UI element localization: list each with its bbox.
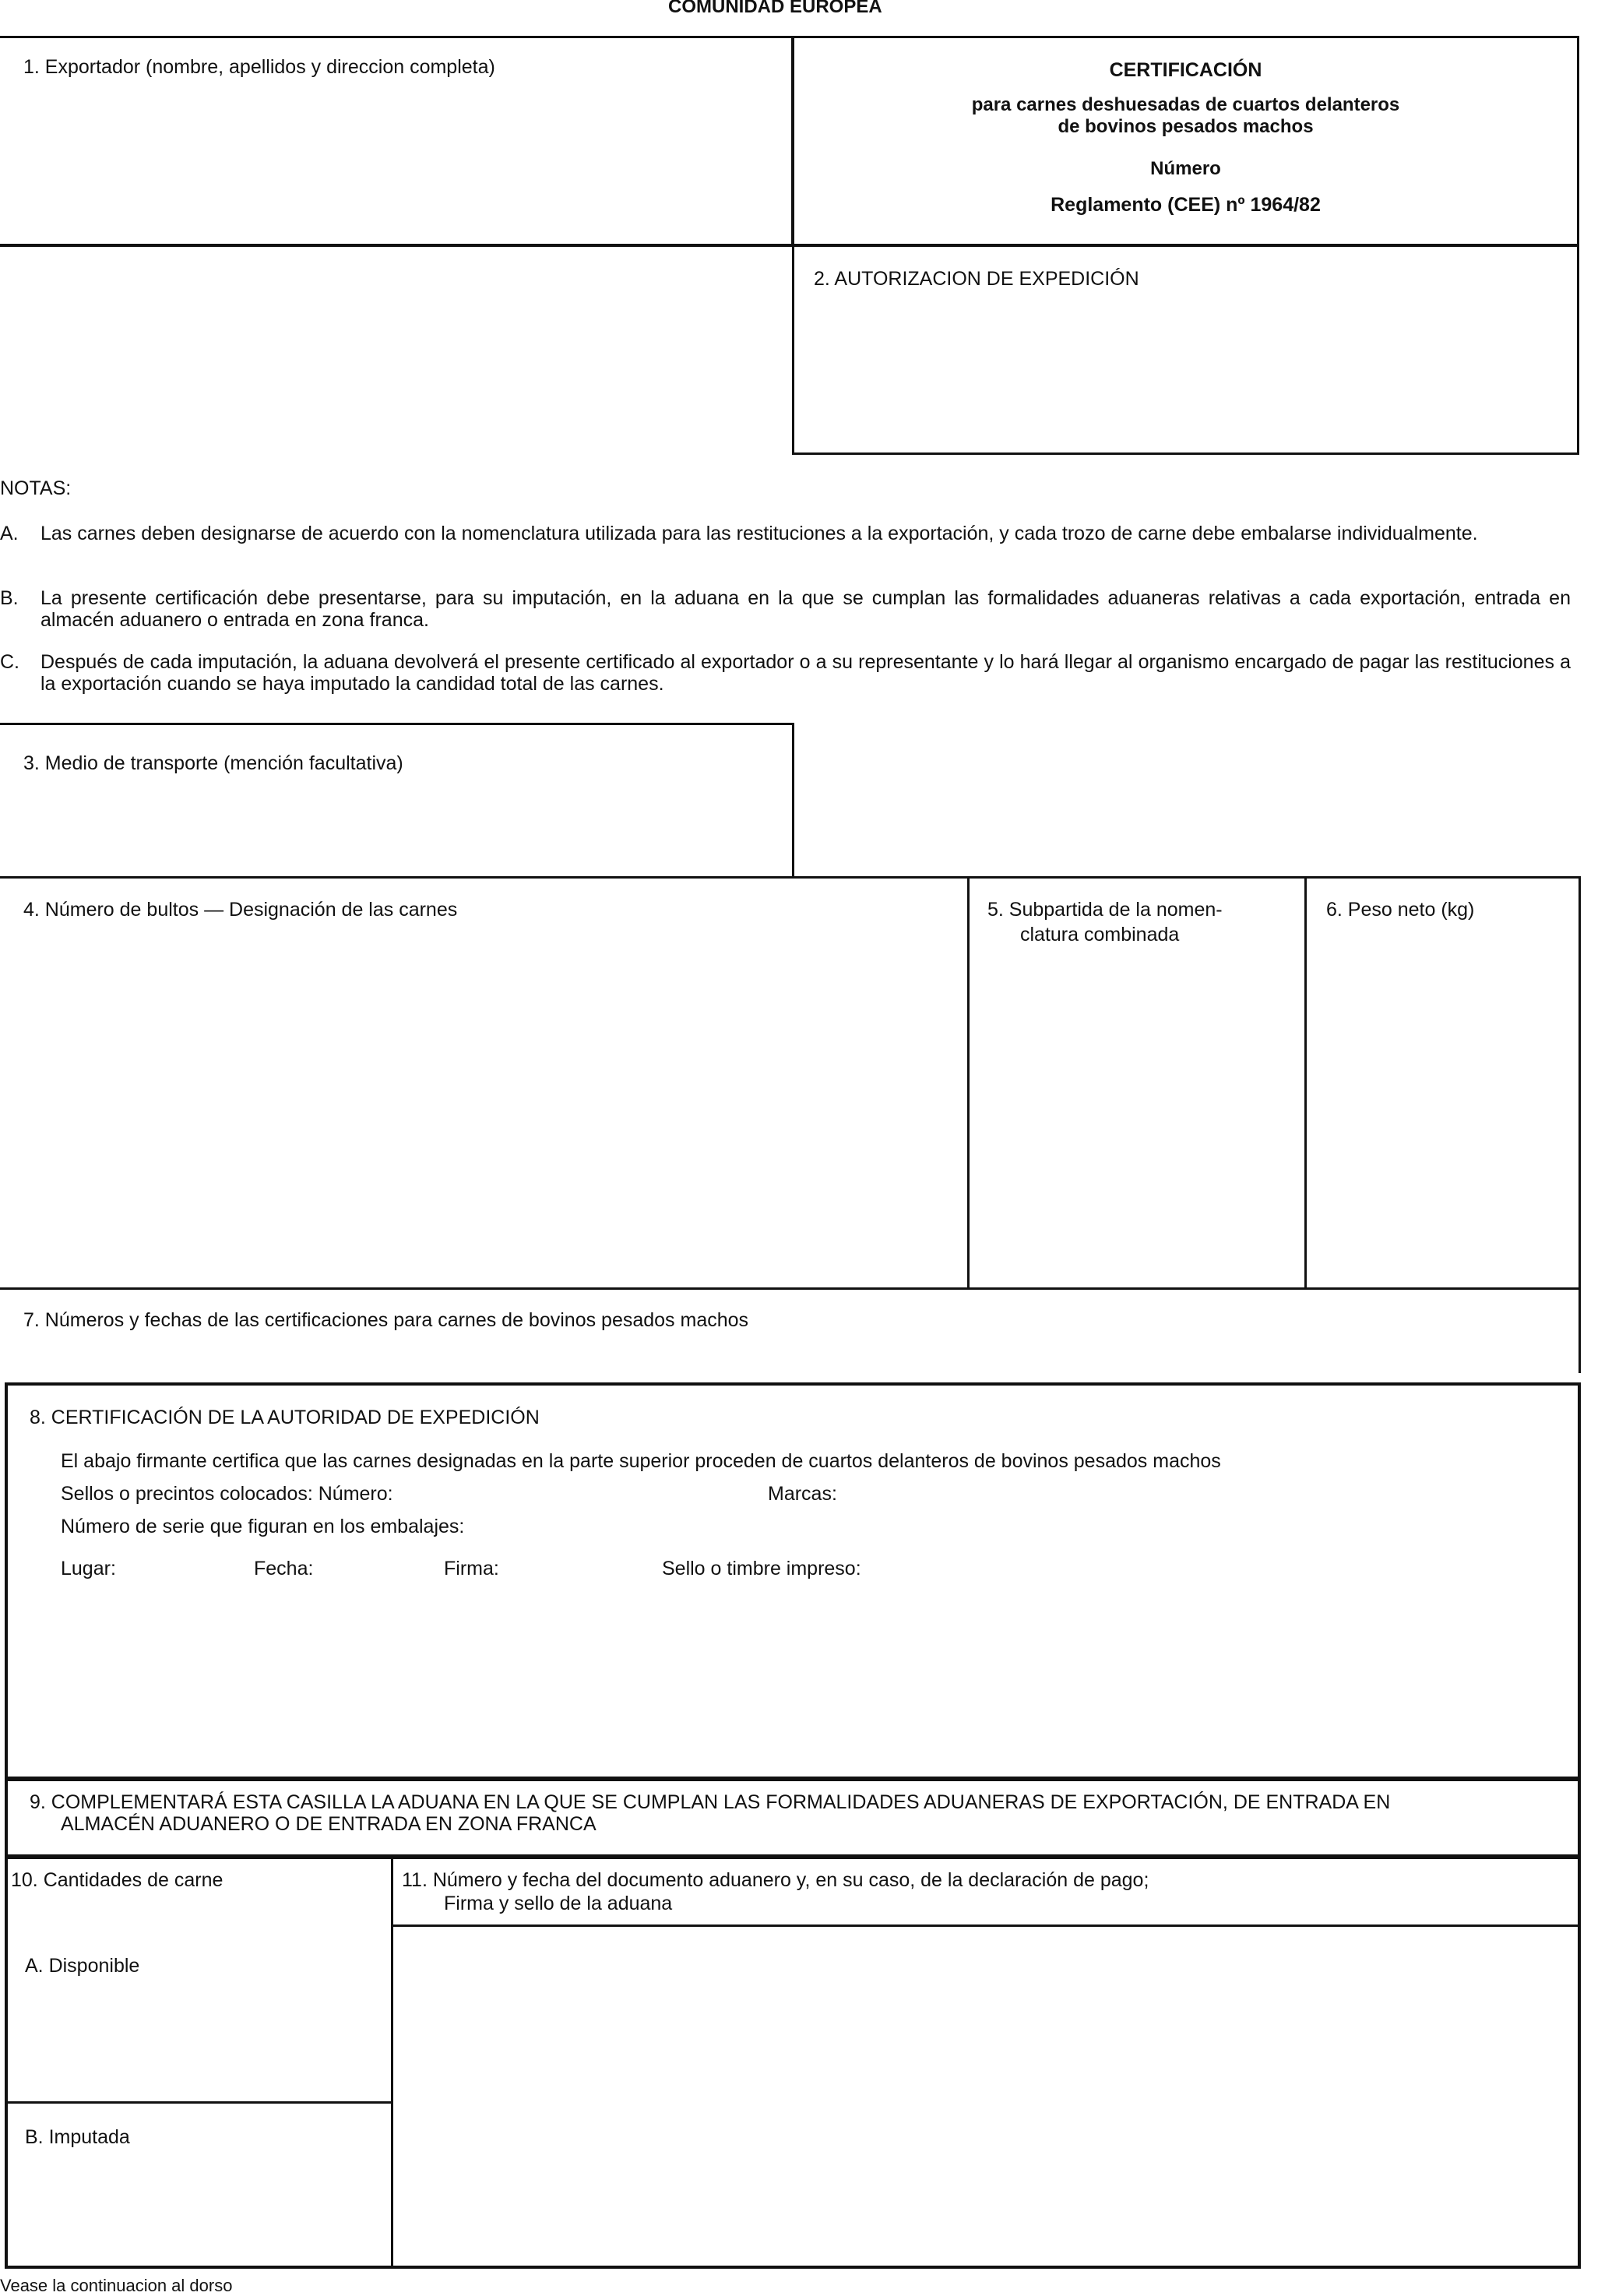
seals-label: Sellos o precintos colocados: Número: [61, 1483, 393, 1505]
certificate-title-box [792, 36, 1579, 246]
note-letter: B. [0, 587, 19, 609]
notes-heading: NOTAS: [0, 477, 72, 499]
serial-numbers-label: Número de serie que figuran en los embalajes: [61, 1516, 465, 1537]
customs-document-label-line2: Firma y sello de la aduana [444, 1893, 673, 1914]
note-letter: A. [0, 523, 19, 544]
certificate-subtitle-line2: de bovinos pesados machos [1058, 116, 1314, 137]
customs-box [5, 1778, 1581, 1858]
authority-statement: El abajo firmante certifica que las carnes designadas en la parte superior proceden de cuartos delanteros de bovinos pesados machos [61, 1450, 1221, 1472]
note-text: Las carnes deben designarse de acuerdo con la nomenclatura utilizada para las restituciones a la exportación, y cada trozo de carne debe embalarse individualmente. [40, 523, 1478, 544]
note-text: La presente certificación debe presentarse, para su imputación, en la aduana en la que se cumplan las formalidades aduaneras relativas a cada exportación, entrada en almacén aduanero o entrada en zona franca. [40, 587, 1571, 631]
note-b [0, 587, 1581, 634]
subheading-label-line1: 5. Subpartida de la nomen- [987, 899, 1223, 921]
certificate-title: CERTIFICACIÓN [1109, 59, 1262, 81]
previous-certificates-label: 7. Números y fechas de las certificaciones para carnes de bovinos pesados machos [23, 1309, 749, 1331]
net-weight-label: 6. Peso neto (kg) [1326, 899, 1475, 921]
date-label: Fecha: [254, 1558, 314, 1579]
customs-instruction-line2: ALMACÉN ADUANERO O DE ENTRADA EN ZONA FRANCA [61, 1813, 597, 1835]
stamp-label: Sello o timbre impreso: [662, 1558, 861, 1579]
authorization-label: 2. AUTORIZACION DE EXPEDICIÓN [814, 268, 1139, 290]
quantities-divider [391, 1859, 393, 2266]
subheading-label-line2: clatura combinada [1020, 924, 1180, 946]
goods-right-border [1579, 876, 1581, 1293]
quantities-box [5, 1856, 1581, 2269]
goods-divider-5-6 [1304, 876, 1307, 1289]
customs-document-label-line1: 11. Número y fecha del documento aduanero y, en su caso, de la declaración de pago; [402, 1869, 1149, 1891]
document-header: COMUNIDAD EUROPEA [668, 0, 882, 17]
issuing-authority-box [5, 1382, 1581, 1780]
note-letter: C. [0, 651, 19, 673]
authorization-box [792, 245, 1579, 455]
goods-divider-4-5 [967, 876, 970, 1289]
place-label: Lugar: [61, 1558, 116, 1579]
regulation-reference: Reglamento (CEE) nº 1964/82 [1051, 194, 1321, 216]
box11-header-line [391, 1924, 1581, 1927]
note-c [0, 651, 1581, 698]
marks-label: Marcas: [768, 1483, 837, 1505]
issuing-authority-label: 8. CERTIFICACIÓN DE LA AUTORIDAD DE EXPEDICIÓN [30, 1407, 540, 1428]
note-text: Después de cada imputación, la aduana devolverá el presente certificado al exportador o a su representante y lo hará llegar al organismo encargado de pagar las restituciones a la exportación cuando se haya imputado la candidad total de las carnes. [40, 651, 1571, 695]
certificate-number-label: Número [1150, 158, 1221, 179]
customs-instruction-line1: 9. COMPLEMENTARÁ ESTA CASILLA LA ADUANA EN LA QUE SE CUMPLAN LAS FORMALIDADES ADUANERAS DE EXPORTACIÓN, DE ENTRADA EN [30, 1791, 1391, 1813]
continued-overleaf-note: Vease la continuacion al dorso [0, 2276, 233, 2295]
exporter-bottom-line [0, 245, 794, 247]
available-charged-divider [8, 2101, 392, 2104]
box7-top-line [0, 1287, 1581, 1290]
box7-right-border [1579, 1287, 1581, 1373]
exporter-label: 1. Exportador (nombre, apellidos y direccion completa) [23, 56, 495, 78]
exporter-box [0, 36, 794, 246]
note-a [0, 523, 1581, 569]
available-label: A. Disponible [25, 1955, 140, 1977]
signature-label: Firma: [444, 1558, 499, 1579]
certificate-subtitle-line1: para carnes deshuesadas de cuartos delanteros [971, 94, 1400, 115]
goods-top-line [0, 876, 1581, 879]
packages-label: 4. Número de bultos — Designación de las carnes [23, 899, 458, 921]
transport-box [0, 723, 794, 879]
transport-label: 3. Medio de transporte (mención facultativa) [23, 752, 403, 774]
charged-label: B. Imputada [25, 2126, 130, 2148]
meat-quantities-label: 10. Cantidades de carne [11, 1869, 223, 1891]
